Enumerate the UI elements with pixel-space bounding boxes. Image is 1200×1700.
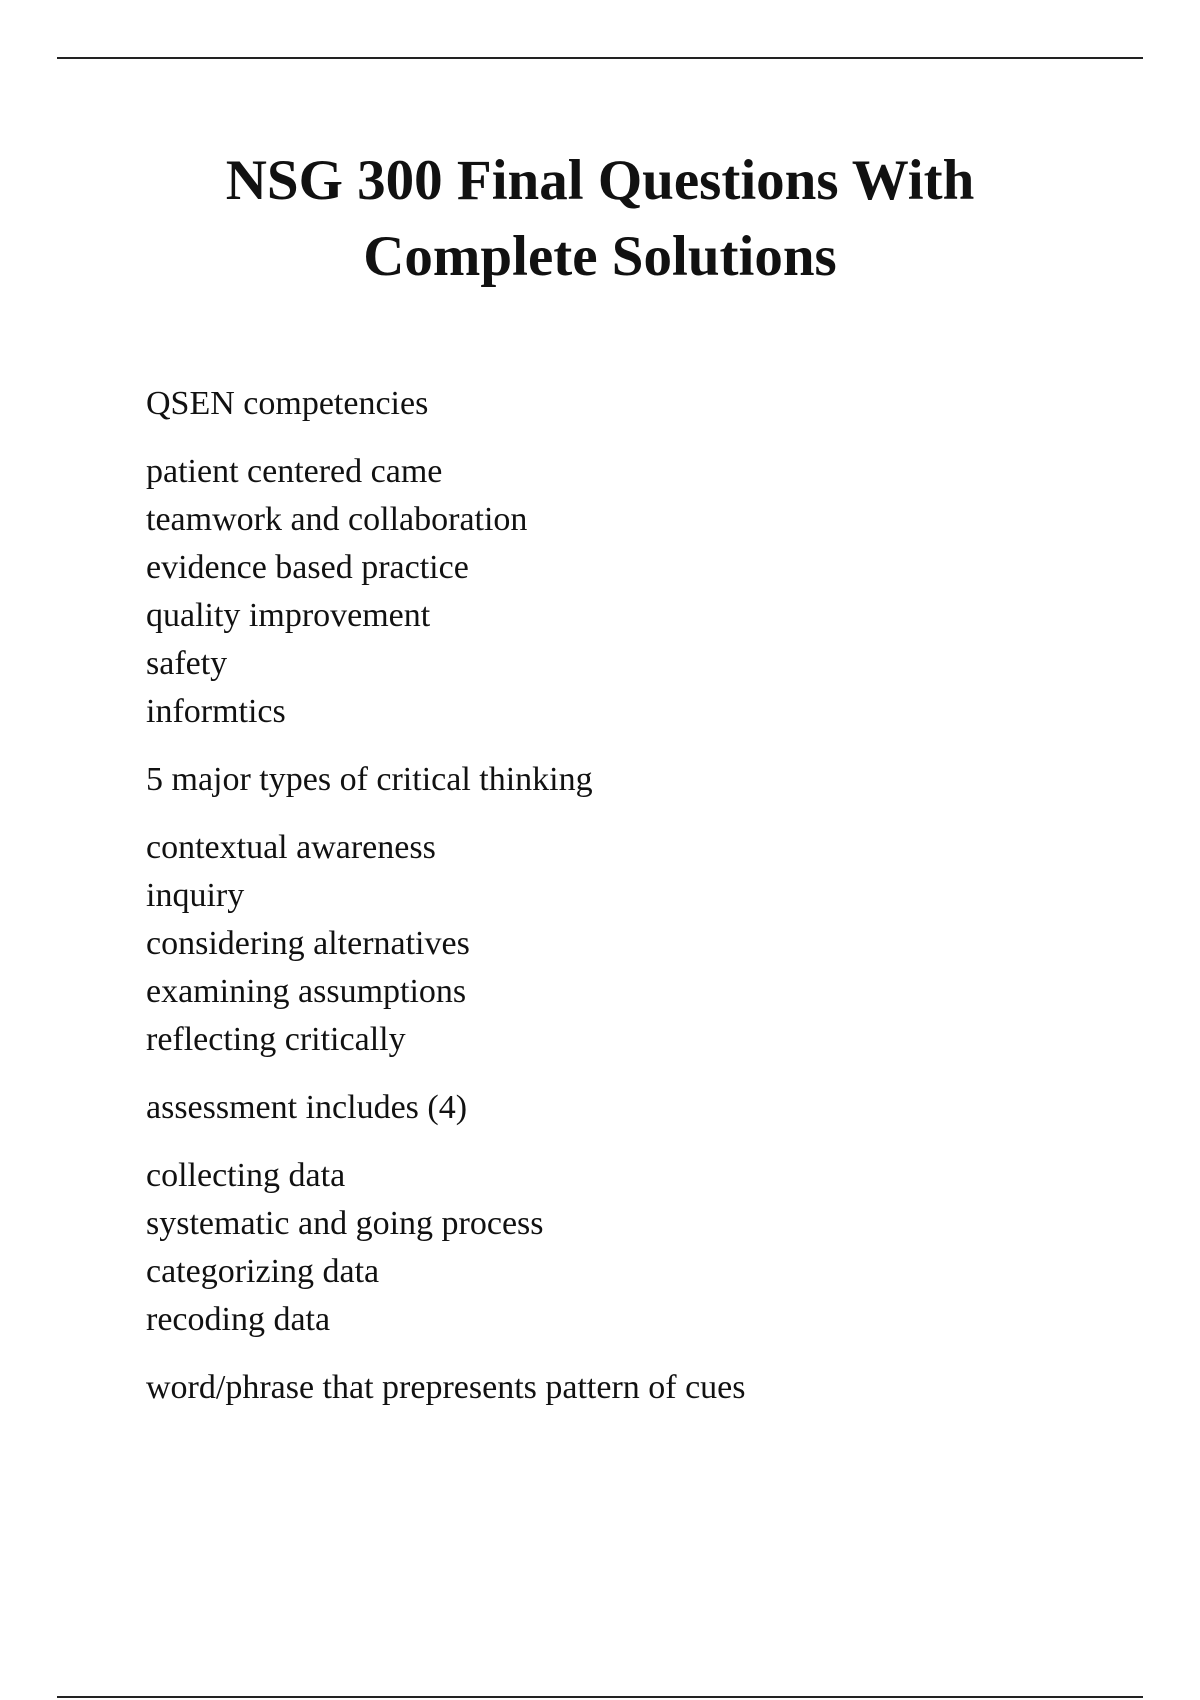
flashcard (146, 1364, 1146, 1412)
flashcard-list (146, 380, 1146, 1432)
answer-line: patient centered came (146, 453, 443, 490)
card-question: word/phrase that prepresents pattern of cues (146, 1369, 746, 1406)
answer-line: safety (146, 645, 228, 682)
card-question: 5 major types of critical thinking (146, 761, 593, 798)
top-rule (57, 57, 1143, 59)
answer-line: reflecting critically (146, 1021, 406, 1058)
title-line-1: NSG 300 Final Questions With (225, 149, 975, 212)
answer-line: quality improvement (146, 597, 431, 634)
answer-line: inquiry (146, 877, 245, 914)
card-answer (146, 1152, 1146, 1344)
answer-line: teamwork and collaboration (146, 501, 528, 538)
card-question: QSEN competencies (146, 385, 429, 422)
answer-line: considering alternatives (146, 925, 470, 962)
flashcard (146, 1084, 1146, 1344)
answer-line: systematic and going process (146, 1205, 544, 1242)
answer-line: contextual awareness (146, 829, 436, 866)
card-answer (146, 448, 1146, 736)
card-answer (146, 824, 1146, 1064)
answer-line: recoding data (146, 1301, 331, 1338)
document-title (0, 143, 1200, 295)
card-question: assessment includes (4) (146, 1089, 468, 1126)
flashcard (146, 756, 1146, 1064)
answer-line: informtics (146, 693, 286, 730)
answer-line: examining assumptions (146, 973, 467, 1010)
answer-line: evidence based practice (146, 549, 469, 586)
flashcard (146, 380, 1146, 736)
answer-line: collecting data (146, 1157, 346, 1194)
answer-line: categorizing data (146, 1253, 380, 1290)
bottom-rule (57, 1696, 1143, 1698)
title-line-2: Complete Solutions (363, 225, 837, 288)
